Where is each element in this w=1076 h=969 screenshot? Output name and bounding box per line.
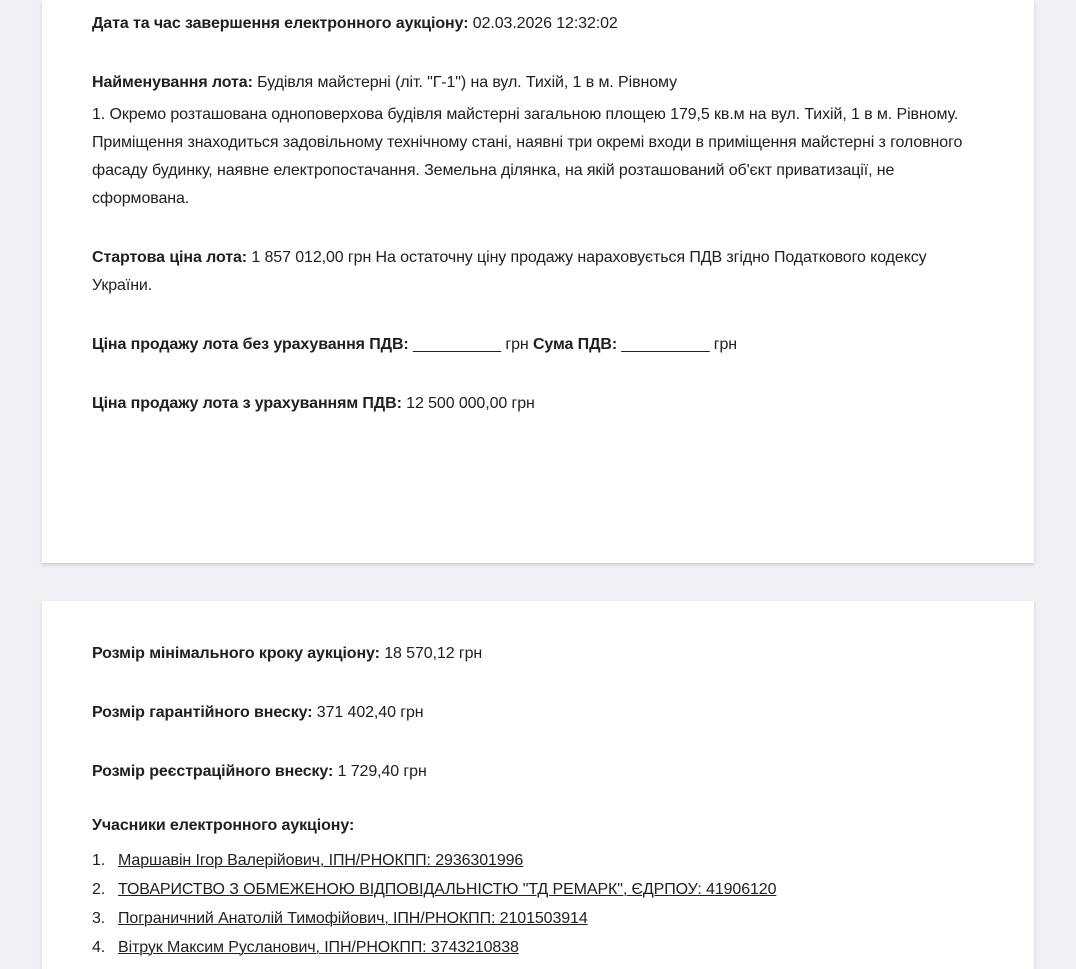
- sale-price-with-vat-value: 12 500 000,00 грн: [406, 395, 535, 412]
- participant-number: 3.: [92, 910, 106, 927]
- sale-price-no-vat-label: Ціна продажу лота без урахування ПДВ:: [92, 336, 409, 353]
- min-step-value: 18 570,12 грн: [384, 645, 483, 662]
- participants-heading-label: Учасники електронного аукціону:: [92, 817, 355, 834]
- lot-name-row: [92, 69, 984, 97]
- participants-heading: [92, 812, 984, 840]
- participant-number: 4.: [92, 939, 106, 956]
- vat-sum-label: Сума ПДВ:: [532, 336, 618, 353]
- participant-item: [92, 934, 984, 962]
- registration-fee-label: Розмір реєстраційного внеску:: [92, 763, 334, 780]
- sale-price-with-vat-row: [92, 390, 984, 418]
- auction-end-datetime-label: Дата та час завершення електронного аукціону:: [92, 15, 469, 32]
- sale-price-with-vat-label: Ціна продажу лота з урахуванням ПДВ:: [92, 395, 402, 412]
- guarantee-fee-value: 371 402,40 грн: [316, 704, 424, 721]
- participant-item: [92, 847, 984, 875]
- lot-name-value: Будівля майстерні (літ. "Г-1") на вул. Тихій, 1 в м. Рівному: [257, 74, 677, 91]
- registration-fee-row: [92, 758, 984, 786]
- auction-end-datetime-value: 02.03.2026 12:32:02: [472, 15, 618, 32]
- auction-terms-card: [42, 601, 1034, 969]
- participant-item: [92, 876, 984, 904]
- lot-name-label: Найменування лота:: [92, 74, 253, 91]
- participants-list: [92, 847, 984, 962]
- sale-price-no-vat-blank: __________ грн: [413, 336, 529, 353]
- participant-item: [92, 905, 984, 933]
- participant-link[interactable]: Маршавін Ігор Валерійович, ІПН/РНОКПП: 2936301996: [118, 852, 524, 869]
- participant-number: 1.: [92, 852, 106, 869]
- min-step-label: Розмір мінімального кроку аукціону:: [92, 645, 380, 662]
- start-price-row: [92, 244, 984, 300]
- registration-fee-value: 1 729,40 грн: [337, 763, 427, 780]
- min-step-row: [92, 640, 984, 668]
- sale-price-no-vat-row: [92, 331, 984, 359]
- start-price-value: 1 857 012,00 грн На остаточну ціну продажу нараховується ПДВ згідно Податкового кодексу України.: [92, 249, 927, 294]
- vat-sum-blank: __________ грн: [621, 336, 738, 353]
- participant-link[interactable]: Пограничний Анатолій Тимофійович, ІПН/РНОКПП: 2101503914: [118, 910, 588, 927]
- lot-info-card: [42, 0, 1034, 563]
- participant-link[interactable]: Вітрук Максим Русланович, ІПН/РНОКПП: 3743210838: [118, 939, 519, 956]
- participant-number: 2.: [92, 881, 106, 898]
- guarantee-fee-label: Розмір гарантійного внеску:: [92, 704, 313, 721]
- participant-link[interactable]: ТОВАРИСТВО З ОБМЕЖЕНОЮ ВІДПОВІДАЛЬНІСТЮ "ТД РЕМАРК", ЄДРПОУ: 41906120: [118, 881, 777, 898]
- start-price-label: Стартова ціна лота:: [92, 249, 247, 266]
- guarantee-fee-row: [92, 699, 984, 727]
- auction-end-datetime-row: [92, 10, 984, 38]
- lot-description: 1. Окремо розташована одноповерхова будівля майстерні загальною площею 179,5 кв.м на вул. Тихій, 1 в м. Рівному. Приміщення знаходиться задовільному технічному стані, наявні три окремі входи в приміщення майстерні з головного фасаду будинку, наявне електропостачання. Земельна ділянка, на якій розташований об'єкт приватизації, не сформована.: [92, 106, 963, 207]
